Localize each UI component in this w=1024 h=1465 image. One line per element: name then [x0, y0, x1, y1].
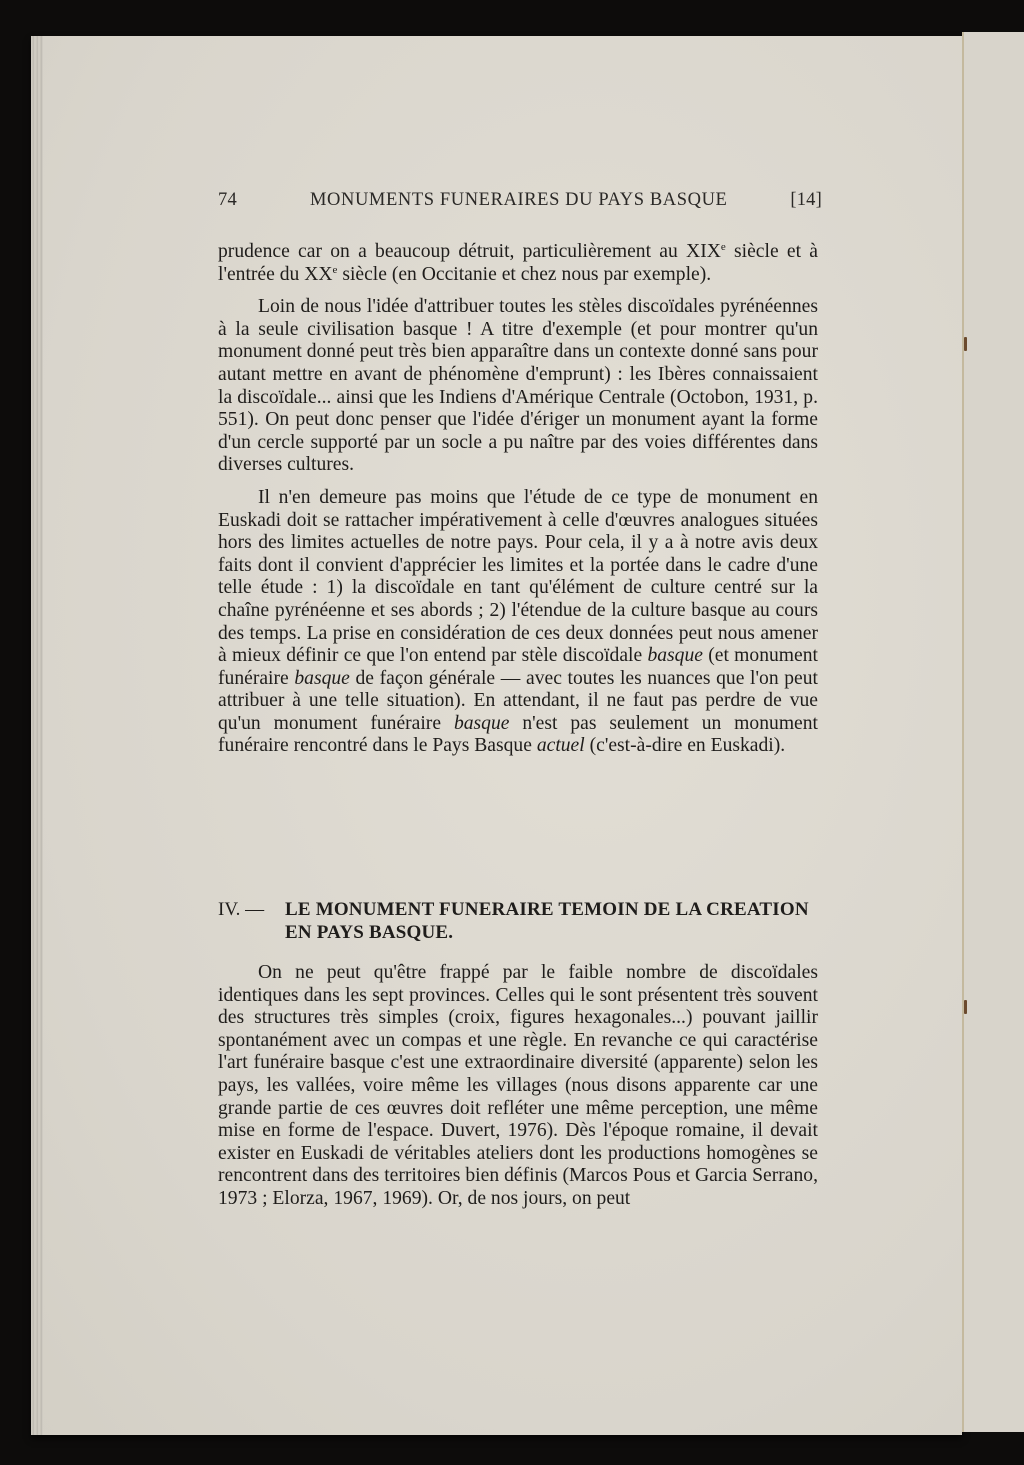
paragraph-2: Loin de nous l'idée d'attribuer toutes les stèles discoïdales pyrénéennes à la seule civilisation basque ! A titre d'exemple (et pour montrer qu'un monument donné peut très bien apparaître dans un contexte donné sans pour autant mettre en avant de phénomène d'emprunt) : les Ibères connaissaient la discoïdale... ainsi que les Indiens d'Amérique Centrale (Octobon, 1931, p. 551). On peut donc penser que l'idée d'ériger un monument ayant la forme d'un cercle supporté par un socle a pu naître par des voies différentes dans diverses cultures. [218, 296, 818, 476]
paragraph-4: On ne peut qu'être frappé par le faible nombre de discoïdales identiques dans les sept provinces. Celles qui le sont présentent très souvent des structures très simples (croix, figures hexagonales...) pouvant jaillir spontanément avec un compas et une règle. En revanche ce qui caractérise l'art funéraire basque c'est une extraordinaire diversité (apparente) selon les pays, les vallées, voire même les villages (nous disons apparente car une grande partie de ces œuvres doit refléter une même perception, une même mise en forme de l'espace. Duvert, 1976). Dès l'époque romaine, il devait exister en Euskadi de véritables ateliers dont les productions homogènes se rencontrent dans des territoires bien définis (Marcos Pous et Garcia Serrano, 1973 ; Elorza, 1967, 1969). Or, de nos jours, on peut [218, 962, 818, 1209]
running-header [218, 190, 822, 216]
section-number: [14] [790, 190, 822, 210]
staple-mark [964, 337, 967, 351]
superscript: e [332, 263, 338, 276]
page-number: 74 [218, 190, 237, 210]
body-text-upper [218, 241, 818, 758]
italic-term: basque [294, 667, 350, 689]
text-run: de façon générale — avec toutes les nuances que l'on peut attribuer à une telle situation). En attendant, il ne faut pas perdre de vue qu'un monument funéraire [218, 667, 818, 734]
text-run: Il n'en demeure pas moins que l'étude de ce type de monument en Euskadi doit se rattacher impérativement à celle d'œuvres analogues situées hors des limites actuelles de notre pays. Pour cela, il y a à notre avis deux faits dont il convient d'apprécier les limites et la portée dans le cadre d'une telle étude : 1) la discoïdale en tant qu'élément de culture centré sur la chaîne pyrénéenne et ses abords ; 2) l'étendue de la culture basque au cours des temps. La prise en considération de ces deux données peut nous amener à mieux définir ce que l'on entend par stèle discoïdale [218, 486, 818, 667]
text-run: siècle et à l'entrée du XX [218, 241, 818, 285]
text-run: (et monument funéraire [218, 645, 818, 689]
section-heading-number: IV. — [218, 899, 265, 920]
page-stack-edge [31, 36, 43, 1435]
italic-term: basque [647, 645, 703, 667]
section-heading-title: LE MONUMENT FUNERAIRE TEMOIN DE LA CREATION EN PAYS BASQUE. [285, 899, 809, 943]
facing-page-edge [962, 32, 1024, 1432]
running-title: MONUMENTS FUNERAIRES DU PAYS BASQUE [310, 190, 728, 210]
superscript: e [720, 241, 726, 253]
text-run: siècle (en Occitanie et chez nous par exemple). [337, 263, 712, 285]
paragraph-3 [218, 487, 818, 758]
text-run: n'est pas seulement un monument funéraire rencontré dans le Pays Basque [218, 712, 818, 757]
staple-mark [964, 1000, 967, 1014]
italic-term: basque [453, 712, 510, 734]
body-text-lower [218, 962, 818, 1211]
text-run: prudence car on a beaucoup détruit, particulièrement au XIX [218, 241, 721, 262]
italic-term: actuel [536, 735, 585, 757]
text-run: (c'est-à-dire en Euskadi). [584, 735, 786, 757]
paragraph-1 [218, 241, 818, 286]
